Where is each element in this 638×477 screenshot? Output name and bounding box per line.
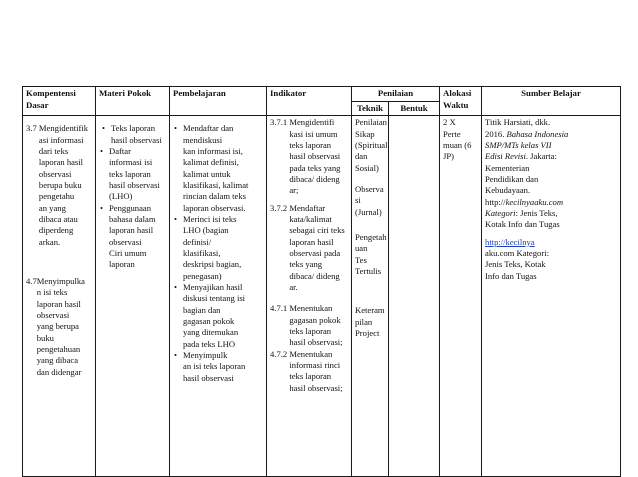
pembelajaran-item: • Menyimpulk an isi teks laporan hasil observasi	[183, 350, 263, 384]
sumber-link[interactable]: http://kecilnya	[485, 236, 535, 247]
kd-item: 3.7 Mengidentifik asi informasi dari teks laporan hasil observasi berupa buku pengetahu an yang dibaca atau diperdeng arkan.	[26, 123, 89, 247]
cell-kompetensi	[23, 116, 96, 477]
header-indikator: Indikator	[267, 87, 352, 116]
header-bentuk: Bentuk	[389, 101, 440, 116]
syllabus-table	[22, 86, 621, 477]
header-pembelajaran: Pembelajaran	[170, 87, 267, 116]
materi-item: • Teks laporan hasil observasi	[111, 123, 166, 146]
content-row	[23, 116, 621, 477]
sumber-web-link: http://kecilnya aku.com Kategori: Jenis Teks, Kotak Info dan Tugas	[485, 236, 549, 281]
pembelajaran-item: • Merinci isi teks LHO (bagian definisi/ klasifikasi, deskripsi bagian, penegasan)	[183, 214, 263, 282]
teknik-item: Keteram pilan Project	[355, 305, 385, 339]
cell-bentuk	[389, 116, 440, 477]
header-row	[23, 87, 621, 102]
header-penilaian: Penilaian	[352, 87, 440, 102]
indikator-item: 4.7.2 Menentukan informasi rinci teks laporan hasil observasi;	[270, 348, 343, 393]
indikator-item: 3.7.1 Mengidentifi kasi isi umum teks laporan hasil observasi pada teks yang dibaca/ dideng ar;	[270, 117, 341, 196]
indikator-item: 3.7.2 Mendaftar kata/kalimat sebagai ciri teks laporan hasil observasi pada teks yang dibaca/ dideng ar.	[270, 202, 345, 293]
sumber-web: http://kecilnyaaku.com Kategori: Jenis Teks, Kotak Info dan Tugas	[485, 196, 564, 230]
alokasi-text: 2 X Perte muan (6 JP)	[443, 117, 472, 162]
teknik-item: Penilaian Sikap (Spiritual dan Sosial)	[355, 117, 388, 173]
indikator-item: 4.7.1 Menentukan gagasan pokok teks laporan hasil observasi;	[270, 303, 343, 348]
materi-item: • Penggunaan bahasa dalam laporan hasil observasi	[109, 203, 166, 248]
cell-teknik	[352, 116, 389, 477]
cell-alokasi	[440, 116, 482, 477]
header-teknik: Teknik	[352, 101, 389, 116]
header-kompetensi: Kompentensi Dasar	[23, 87, 96, 116]
cell-pembelajaran	[170, 116, 267, 477]
teknik-item: Observa si (Jurnal)	[355, 183, 384, 217]
teknik-item: Pengetah uan Tes Tertulis	[355, 231, 387, 276]
cell-sumber	[482, 116, 621, 477]
sumber-book: Titik Harsiati, dkk. 2016. Bahasa Indonesia SMP/MTs kelas VII Edisi Revisi. Jakarta: Kementerian Pendidikan dan Kebudayaan.	[485, 117, 569, 196]
pembelajaran-item: • Menyajikan hasil diskusi tentang isi bagian dan gagasan pokok yang ditemukan pada teks LHO	[183, 282, 263, 350]
cell-materi	[96, 116, 170, 477]
kd-item: 4.7 Menyimpulka n isi teks laporan hasil observasi yang berupa buku pengetahuan yang dibaca dan didengar	[26, 276, 85, 377]
pembelajaran-item: • Mendaftar dan mendiskusi kan informasi isi, kalimat definisi, kalimat untuk klasifikasi, kalimat rincian dalam teks laporan observasi.	[183, 123, 263, 214]
header-materi: Materi Pokok	[96, 87, 170, 116]
header-alokasi: Alokasi Waktu	[440, 87, 482, 116]
header-sumber: Sumber Belajar	[482, 87, 621, 116]
materi-item: • Daftar informasi isi teks laporan hasil observasi (LHO)	[109, 146, 166, 203]
materi-item: Ciri umum laporan	[109, 248, 147, 270]
cell-indikator	[267, 116, 352, 477]
